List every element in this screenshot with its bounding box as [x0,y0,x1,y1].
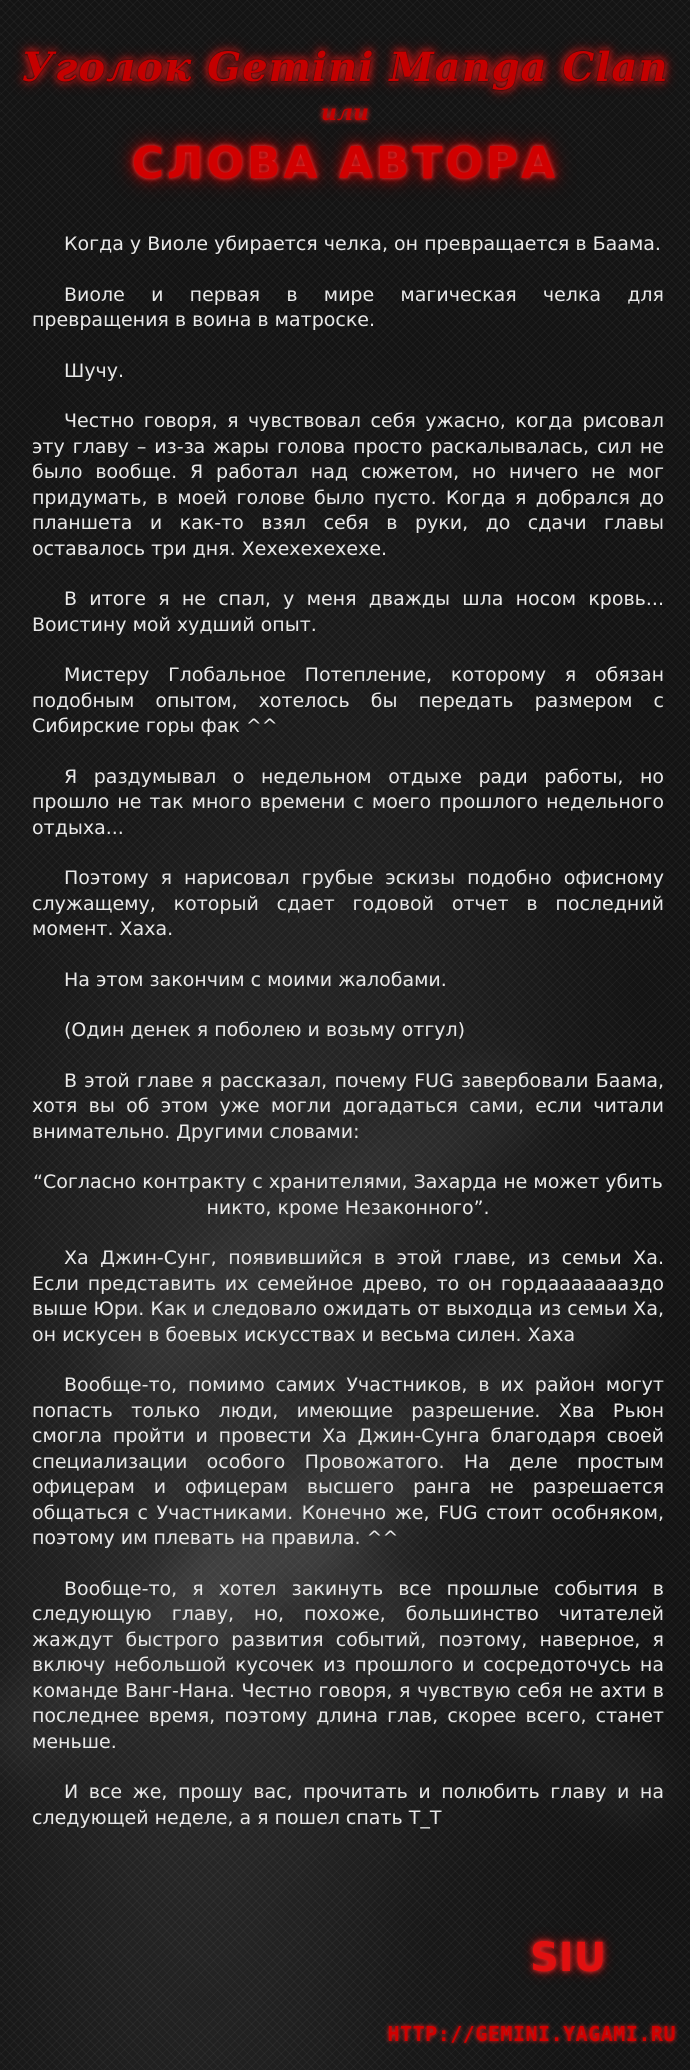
paragraph: Шучу. [64,359,125,382]
paragraph: Вообще-то, я хотел закинуть все прошлые события в следующую главу, но, похоже, большинство читателей жаждут быстрого развития событий, поэтому, наверное, я включу небольшой кусочек из прошлого и сосредоточусь на команде Ванг-Нана. Честно говоря, я чувствую себя не ахти в последнее время, поэтому длина глав, скорее всего, станет меньше. [32,1577,664,1753]
paragraph: Виоле и первая в мире магическая челка для превращения в воина в матроске. [32,283,664,331]
author-signature: SIU [530,1935,607,1981]
paragraph: В этой главе я рассказал, почему FUG завербовали Баама, хотя вы об этом уже могли догадаться сами, если читали внимательно. Другими словами: [32,1069,664,1143]
header-title: Уголок Gemini Manga Clan [21,44,669,91]
header-or: или [320,100,370,126]
paragraph: Ха Джин-Сунг, появившийся в этой главе, из семьи Ха. Если представить их семейное древо, то он гордаааааааздо выше Юри. Как и следовало ожидать от выходца из семьи Ха, он искусен в боевых искусствах и весьма силен. Хаха [32,1247,665,1346]
paragraph: Поэтому я нарисовал грубые эскизы подобно офисному служащему, который сдает годовой отчет в последний момент. Хаха. [32,867,664,940]
paragraph: На этом закончим с моими жалобами. [64,968,447,991]
paragraph: В итоге я не спал, у меня дважды шла носом кровь... Воистину мой худший опыт. [32,588,664,636]
website-url: HTTP://GEMINI.YAGAMI.RU [387,2022,676,2046]
paragraph: (Один денек я поболею и возьму отгул) [64,1019,466,1041]
paragraph: И все же, прошу вас, прочитать и полюбить главу и на следующей неделе, а я пошел спать T_T [32,1781,664,1829]
paragraph: Мистеру Глобальное Потепление, которому я обязан подобным опытом, хотелось бы передать размером с Сибирские горы фак ^^ [32,664,664,737]
paragraph: Вообще-то, помимо самих Участников, в их район могут попасть только люди, имеющие разрешение. Хва Рьюн смогла пройти и провести Ха Джин-Сунга благодаря своей специализации особого Провожатого. На деле простым офицерам и офицерам высшего ранга не разрешается общаться с Участниками. Конечно же, FUG стоит особняком, поэтому им плевать на правила. ^^ [32,1374,664,1549]
paragraph: Я раздумывал о недельном отдыхе ради работы, но прошло не так много времени с моего прошлого недельного отдыха... [32,765,664,839]
header [0,40,690,194]
quote-paragraph: “Согласно контракту с хранителями, Захарда не может убить никто, кроме Незаконного”. [33,1171,663,1219]
paragraph: Честно говоря, я чувствовал себя ужасно, когда рисовал эту главу – из-за жары голова просто раскалывалась, сил не было вообще. Я работал над сюжетом, но ничего не мог придумать, в моей голове было пусто. Когда я добрался до планшета и как-то взял себя в руки, до сдачи главы оставалось три дня. Хехехехехехе. [32,410,664,560]
header-subtitle: СЛОВА АВТОРА [131,138,559,189]
author-notes-body [32,232,664,1856]
paragraph: Когда у Виоле убирается челка, он превращается в Баама. [64,233,661,255]
